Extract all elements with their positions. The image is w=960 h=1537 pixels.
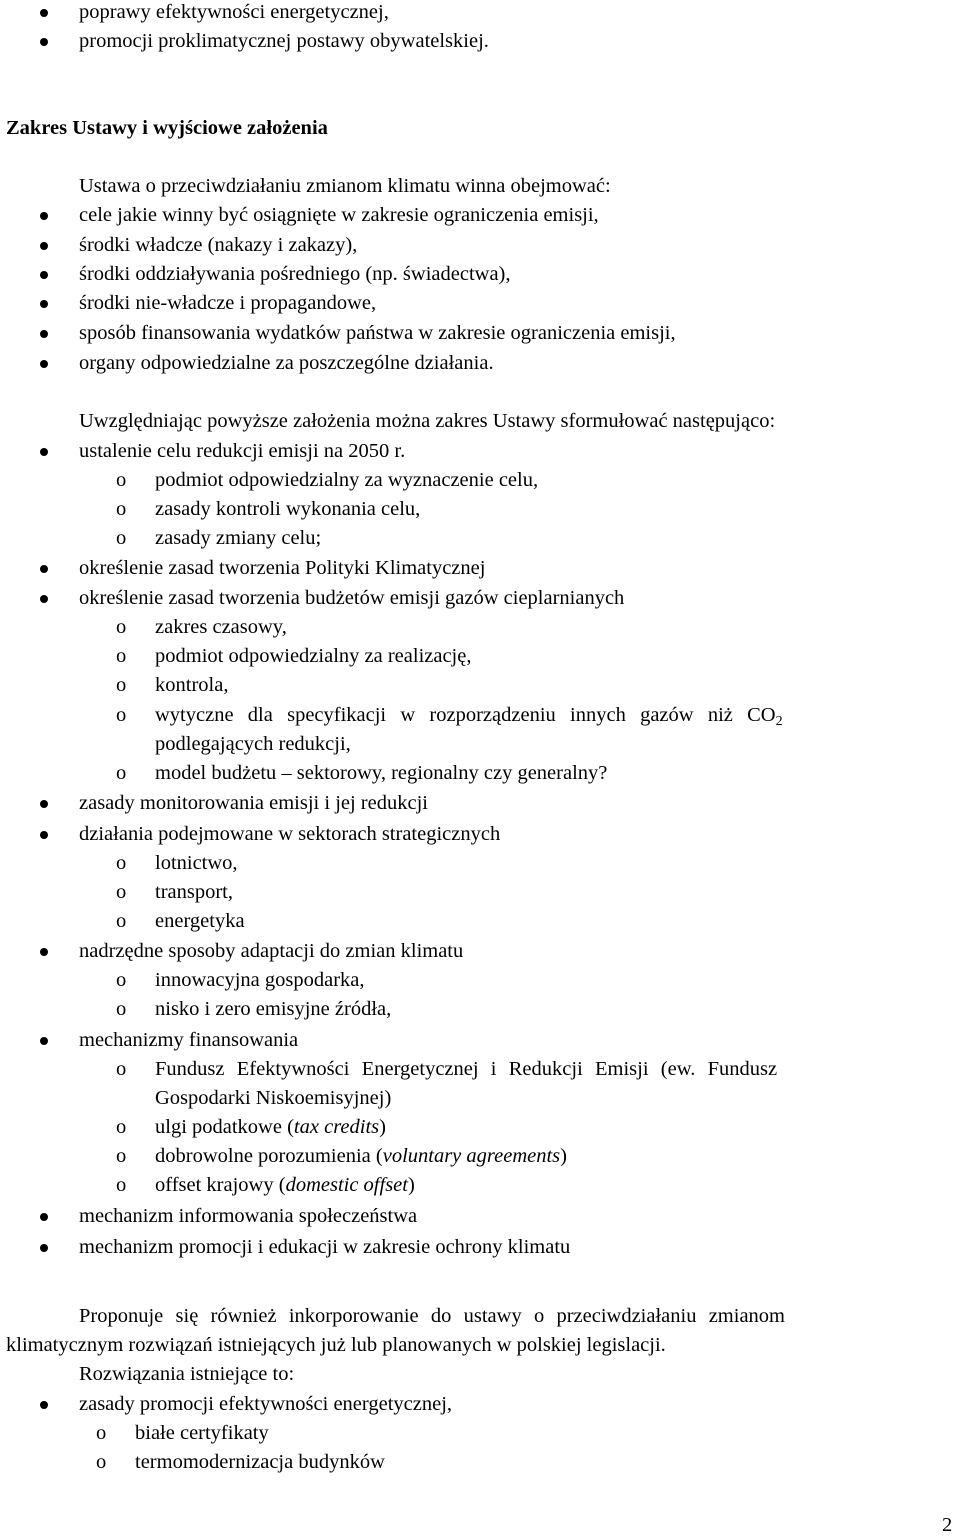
sub-item: zakres czasowy, xyxy=(155,616,287,638)
bullet xyxy=(40,38,48,46)
intro-text: Uwzględniając powyższe założenia można zakres Ustawy sformułować następująco: xyxy=(79,410,776,432)
list-item: określenie zasad tworzenia Polityki Klimatycznej xyxy=(79,557,486,579)
sub-item: kontrola, xyxy=(155,674,229,696)
sub-bullet: o xyxy=(116,910,127,932)
list-item: środki nie-władcze i propagandowe, xyxy=(79,292,377,314)
sub-bullet: o xyxy=(116,969,127,991)
sub-item xyxy=(155,1173,415,1197)
bullet xyxy=(40,831,48,839)
sub-item xyxy=(155,1144,567,1168)
bullet xyxy=(40,595,48,603)
list-item: ustalenie celu redukcji emisji na 2050 r. xyxy=(79,440,406,462)
sub-item: termomodernizacja budynków xyxy=(135,1451,385,1473)
sub-item-continuation: Gospodarki Niskoemisyjnej) xyxy=(155,1087,392,1109)
list-item: działania podejmowane w sektorach strategicznych xyxy=(79,823,501,845)
paragraph-line: Proponuje się również inkorporowanie do ustawy o przeciwdziałaniu zmianom xyxy=(79,1305,785,1327)
close-paren: ) xyxy=(379,1116,386,1138)
sub-item: zasady kontroli wykonania celu, xyxy=(155,498,421,520)
bullet xyxy=(40,1401,48,1409)
sub-bullet: o xyxy=(96,1422,107,1444)
bullet xyxy=(40,242,48,250)
sub-item-text: wytyczne dla specyfikacji w rozporządzeniu innych gazów niż CO xyxy=(155,704,776,726)
intro-text: Rozwiązania istniejące to: xyxy=(79,1363,295,1385)
list-item: organy odpowiedzialne za poszczególne działania. xyxy=(79,352,494,374)
sub-bullet: o xyxy=(116,1058,127,1080)
list-item: nadrzędne sposoby adaptacji do zmian klimatu xyxy=(79,940,464,962)
italic-term: voluntary agreements xyxy=(382,1145,561,1167)
sub-bullet: o xyxy=(116,998,127,1020)
sub-item-text: offset krajowy ( xyxy=(155,1174,286,1196)
list-item: promocji proklimatycznej postawy obywatelskiej. xyxy=(79,30,489,52)
subscript: 2 xyxy=(775,714,783,729)
close-paren: ) xyxy=(560,1145,567,1167)
sub-bullet: o xyxy=(116,674,127,696)
list-item: środki władcze (nakazy i zakazy), xyxy=(79,234,358,256)
intro-text: Ustawa o przeciwdziałaniu zmianom klimatu winna obejmować: xyxy=(79,175,611,197)
sub-item: transport, xyxy=(155,881,233,903)
bullet xyxy=(40,271,48,279)
bullet xyxy=(40,1037,48,1045)
list-item: mechanizm promocji i edukacji w zakresie ochrony klimatu xyxy=(79,1236,571,1258)
sub-bullet: o xyxy=(96,1451,107,1473)
list-item: określenie zasad tworzenia budżetów emisji gazów cieplarnianych xyxy=(79,587,625,609)
sub-item: podmiot odpowiedzialny za realizację, xyxy=(155,645,472,667)
bullet xyxy=(40,9,48,17)
list-item: środki oddziaływania pośredniego (np. świadectwa), xyxy=(79,263,511,285)
sub-item: nisko i zero emisyjne źródła, xyxy=(155,998,392,1020)
list-item: zasady monitorowania emisji i jej redukcji xyxy=(79,792,428,814)
sub-bullet: o xyxy=(116,645,127,667)
bullet xyxy=(40,800,48,808)
sub-bullet: o xyxy=(116,852,127,874)
bullet xyxy=(40,1244,48,1252)
sub-bullet: o xyxy=(116,881,127,903)
list-item: zasady promocji efektywności energetycznej, xyxy=(79,1393,453,1415)
sub-bullet: o xyxy=(116,616,127,638)
sub-bullet: o xyxy=(116,762,127,784)
sub-item-text: ulgi podatkowe ( xyxy=(155,1116,294,1138)
list-item: sposób finansowania wydatków państwa w zakresie ograniczenia emisji, xyxy=(79,322,676,344)
bullet xyxy=(40,565,48,573)
list-item: mechanizm informowania społeczeństwa xyxy=(79,1205,418,1227)
sub-bullet: o xyxy=(116,469,127,491)
close-paren: ) xyxy=(407,1174,415,1196)
sub-item xyxy=(155,703,783,727)
sub-bullet: o xyxy=(116,1174,127,1196)
sub-bullet: o xyxy=(116,1145,127,1167)
sub-bullet: o xyxy=(116,498,127,520)
sub-bullet: o xyxy=(116,704,127,726)
section-heading: Zakres Ustawy i wyjściowe założenia xyxy=(6,117,328,139)
bullet xyxy=(40,948,48,956)
sub-item: model budżetu – sektorowy, regionalny czy generalny? xyxy=(155,762,608,784)
sub-item: lotnictwo, xyxy=(155,852,238,874)
list-item: poprawy efektywności energetycznej, xyxy=(79,1,389,23)
list-item: cele jakie winny być osiągnięte w zakresie ograniczenia emisji, xyxy=(79,204,599,226)
page-number: 2 xyxy=(942,1514,953,1536)
paragraph-line: klimatycznym rozwiązań istniejących już lub planowanych w polskiej legislacji. xyxy=(6,1334,666,1356)
bullet xyxy=(40,330,48,338)
sub-item-continuation: podlegających redukcji, xyxy=(155,733,351,755)
italic-term: tax credits xyxy=(293,1116,380,1138)
sub-bullet: o xyxy=(116,1116,127,1138)
bullet xyxy=(40,300,48,308)
sub-item-text: dobrowolne porozumienia ( xyxy=(155,1145,383,1167)
sub-item: białe certyfikaty xyxy=(135,1422,269,1444)
sub-item: innowacyjna gospodarka, xyxy=(155,969,365,991)
italic-term: domestic offset xyxy=(285,1174,408,1196)
bullet xyxy=(40,212,48,220)
list-item: mechanizmy finansowania xyxy=(79,1029,299,1051)
sub-item: Fundusz Efektywności Energetycznej i Redukcji Emisji (ew. Fundusz xyxy=(155,1058,778,1080)
bullet xyxy=(40,360,48,368)
bullet xyxy=(40,1213,48,1221)
sub-item: podmiot odpowiedzialny za wyznaczenie celu, xyxy=(155,469,539,491)
sub-item: zasady zmiany celu; xyxy=(155,527,322,549)
sub-bullet: o xyxy=(116,527,127,549)
sub-item xyxy=(155,1115,386,1139)
sub-item: energetyka xyxy=(155,910,245,932)
bullet xyxy=(40,448,48,456)
